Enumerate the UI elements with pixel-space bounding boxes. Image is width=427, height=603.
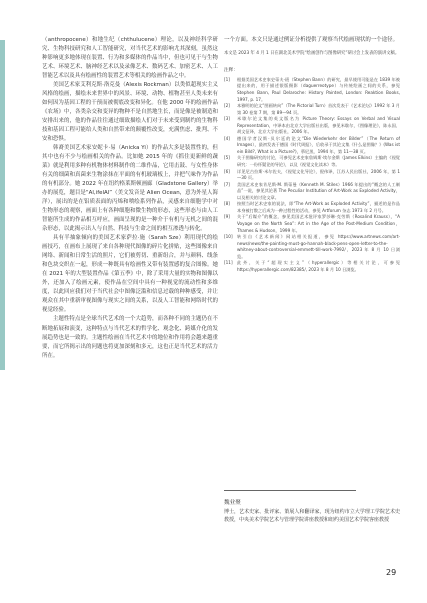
body-paragraph: （anthropocene）和地生纪（chthulucene）理论，以及神经科学研究、生物科技研究和人工智能研究，对当代艺术的影响尤其深刻，虽然这种影响更多地体现在装置、行为和多媒体的作品当中，但也可见于与生物艺术、环境艺术、脑神经艺术以及录像艺术、数码艺术、加密艺术、人工智能艺术以及具有绘画性的装置艺术等相关的绘画作品之中。: [42, 37, 218, 80]
notes-list: [224, 77, 400, 273]
note-item: [224, 116, 400, 136]
note-text: 米歇尔论文集的英文版名为 Picture Theory: Essays on Verbal and Visual Representation，中译本由北京大学出版社出版，参见米歇尔，《图像理论》，陈永国、胡文征译，北京大学出版社，2006 年。: [237, 116, 400, 135]
author-bio-block: [224, 490, 400, 524]
note-text: 关于“后媒介”的概念，参见美国艺术批评家罗莎琳·克劳斯（Rosalind Krauss），“A Voyage on the North Sea”: Art in the Age of the Post-Medium Condition，Thames & Hudson，1999 年。: [237, 214, 400, 233]
note-number: [5]: [224, 155, 230, 161]
closing-paragraph: 一个方面。本文只是通过例证分析提供了观察当代绘画现状的一个途径。: [224, 37, 399, 43]
body-paragraph: 主题性特点是全球当代艺术的一个大趋势，而各种不同的主题仍在不断地拓展和演变，这种特点与当代艺术的哲学化、观念化、跨媒介化的发展趋势也是一致的。主题性绘画在当代艺术中的地位和作用将会越来越重要，而它所揭示出的问题也将更加深刻和多元，这也正是当代艺术的活力所在。: [42, 316, 218, 359]
note-text: 关于图像研究的讨论，可参见艺术史家詹姆斯·埃尔金斯（James Elkins）主编的《视觉研究：一份怀疑论的导论》，以及《视觉文化读本》等。: [237, 155, 400, 168]
note-text: 根据美国艺术史家史蒂夫·班（Stephen Bann）的研究，最早使用可能是在 1839 年被提出来的，用于描述银版摄影（daguerreotype）与传统绘画之间的关系，参见 Stephen Bann, Paul Delaroche: History Painted, London: Reaktion Books, 1997, p. 17。: [237, 76, 400, 102]
note-item: [224, 260, 400, 273]
note-number: [10]: [224, 234, 233, 240]
note-text: 详见尼古拉斯·米尔佐夫，《视觉文化导论》，倪伟译，江苏人民出版社，2006 年，第 1—30 页。: [237, 168, 400, 181]
note-text: 转引自《艺术新闻》网站相关报道，参见 https://www.artnews.com/art-news/news/the-painting-must-go-hannah-black-pens-open-letter-to-the-whitney-about-controversial-emmett-till-work-7992/，2023 年 8 月 10 日浏览。: [237, 234, 400, 259]
note-number: [6]: [224, 168, 230, 174]
note-item: [224, 169, 400, 182]
body-paragraph: 韩裔美国艺术家安妮卡·易（Anicka Yi）的作品大多是装置性的，但其中也有不少与绘画相关的作品。比如她 2015 年的《抓住更新鲜的蔬菜》就是利用多种有机物体材料制作的二维作品，它用击鼓、与女性身体有关的细菌和真菌来生物涂抹在平面的有机玻璃板上，并把气味作为作品的有机部分。她 2022 年在纽约格莱斯顿画廊（Gladstone Gallery）举办的展览，题目是“Al,ifelAl”（美文发音是 Alien Ocean，意为外星人海洋），展出的是在铝质表面的丙烯和喷绘系列作品，灵感来自细胞学中对生物形态的观察，画面上有各种细胞和微生物的形态，这些形态与由人工智能所生成的作品相互呼应，画面呈现的是一种介于有机与无机之间的混杂形态，以此揭示出人与自然、科技与生命之间的相互渗透与转化。: [42, 145, 218, 233]
page-number: 29: [386, 568, 397, 577]
note-item: [224, 182, 400, 202]
note-item: [224, 201, 400, 214]
note-number: [1]: [224, 76, 230, 82]
note-number: [8]: [224, 201, 230, 207]
left-column: [42, 36, 218, 566]
note-item: [224, 103, 400, 116]
body-paragraph: 具有半抽象倾向的美国艺术家萨拉·施（Sarah Sze）利用现代的绘画技巧，在画布上展现了来自各种现代图像的碎片化拼贴，这些图像来自网络、新闻和日常生活的照片，它们被剪切、重新组合，并与颜料、线条和色块交织在一起，形成一种既具有绘画性又带有装置感的复合图像。她在 2021 年的大型装置作品《第五季》中，除了采用大量的实物和图像以外，还加入了绘画元素，使作品在空间中具有一种视觉的流动性和多维度，以此回应我们对于当代社会中图像泛滥和信息过载的种种感受，并让观众在其中重新审视图像与现实之间的关系，以及人工智能和网络时代的视觉经验。: [42, 235, 218, 314]
note-text: 德国学者汉斯·贝尔廷的论文“Die Wiederkehr der Bilder”（The Return of Images），最初发表于德国《时代周报》，后收录于其论文集《什么是图像？》(Was ist ein Bild?, What is a Picture?)，慕尼黑，1994 年，第 11—38 页。: [237, 135, 400, 154]
note-item: [224, 136, 400, 156]
article-note: 本文是 2023 年 4 月 1 日在湖北美术学院“绘画创作与图像研究”研讨会上发表的演讲文稿。: [224, 51, 400, 57]
note-item: [224, 234, 400, 260]
right-column: [224, 36, 400, 584]
note-text: 按照当时艺术史家的说法，即“The Art-Work as Exploded Activity”，描述的是作品本身被打散之后成为一种过程性的活动，参见 Artforum 杂志 1973 年 2 月号。: [237, 201, 400, 213]
note-number: [4]: [224, 135, 230, 141]
note-number: [2]: [224, 103, 230, 109]
note-text: 本雅明的论文“图画转向”（The Pictorial Turn）首次发表于《艺术论坛》1992 年 3 月第 30 卷第 7 期，第 89—94 页。: [237, 103, 400, 115]
author-bio: 博士，艺术史家、批评家、策展人和翻译家，现为纽约市立大学理工学院艺术史教授，中央美术学院艺术与管理学院讲座教授和纽约美国艺术学院客座教授: [224, 508, 400, 523]
note-number: [9]: [224, 214, 230, 220]
note-number: [7]: [224, 181, 230, 187]
note-item: [224, 155, 400, 168]
decorative-side-strip: [0, 40, 5, 370]
divider: [224, 490, 356, 491]
note-text: 此外，关于“超现实主义”（hyperallergic）等相关讨论，可参见 https://hyperallergic.com/82385/, 2023 年 8 月 10 日浏览。: [237, 260, 400, 272]
note-item: [224, 77, 400, 103]
notes-heading: 注释：: [224, 67, 238, 73]
note-number: [3]: [224, 116, 230, 122]
note-number: [11]: [224, 260, 233, 266]
note-item: [224, 214, 400, 234]
body-paragraph: 美国艺术家艾利克斯·洛克曼（Alexis Rockman）以类似超现实主义风格的绘画，描绘未来世界中的风景、环境、动物、植物甚至人类未来有如何因为基因工程的干预而被彻底改变和异化。在他 2000 年的绘画作品《农场》中，各类杂交和变异的物种不是自然地生长，而是像是被制造和安排出来的，他的作品往往通过细致描绘人们对于未来受到制约的生物科技和基因工程可能给人类和自然带来的颠覆性改变，充满焦虑、批判、不安和恐惧。: [42, 82, 218, 143]
note-text: 美国艺术史家肯尼斯·M. 斯蒂曼（Kenneth M. Stiles）1966 年提出的“概念的人工制品”一说，参见其论著 The Peculiar Institution of Art-Work as Exploded Activity，以及相关的讨论文章。: [237, 181, 400, 200]
author-name: 魏业聚: [224, 500, 241, 506]
